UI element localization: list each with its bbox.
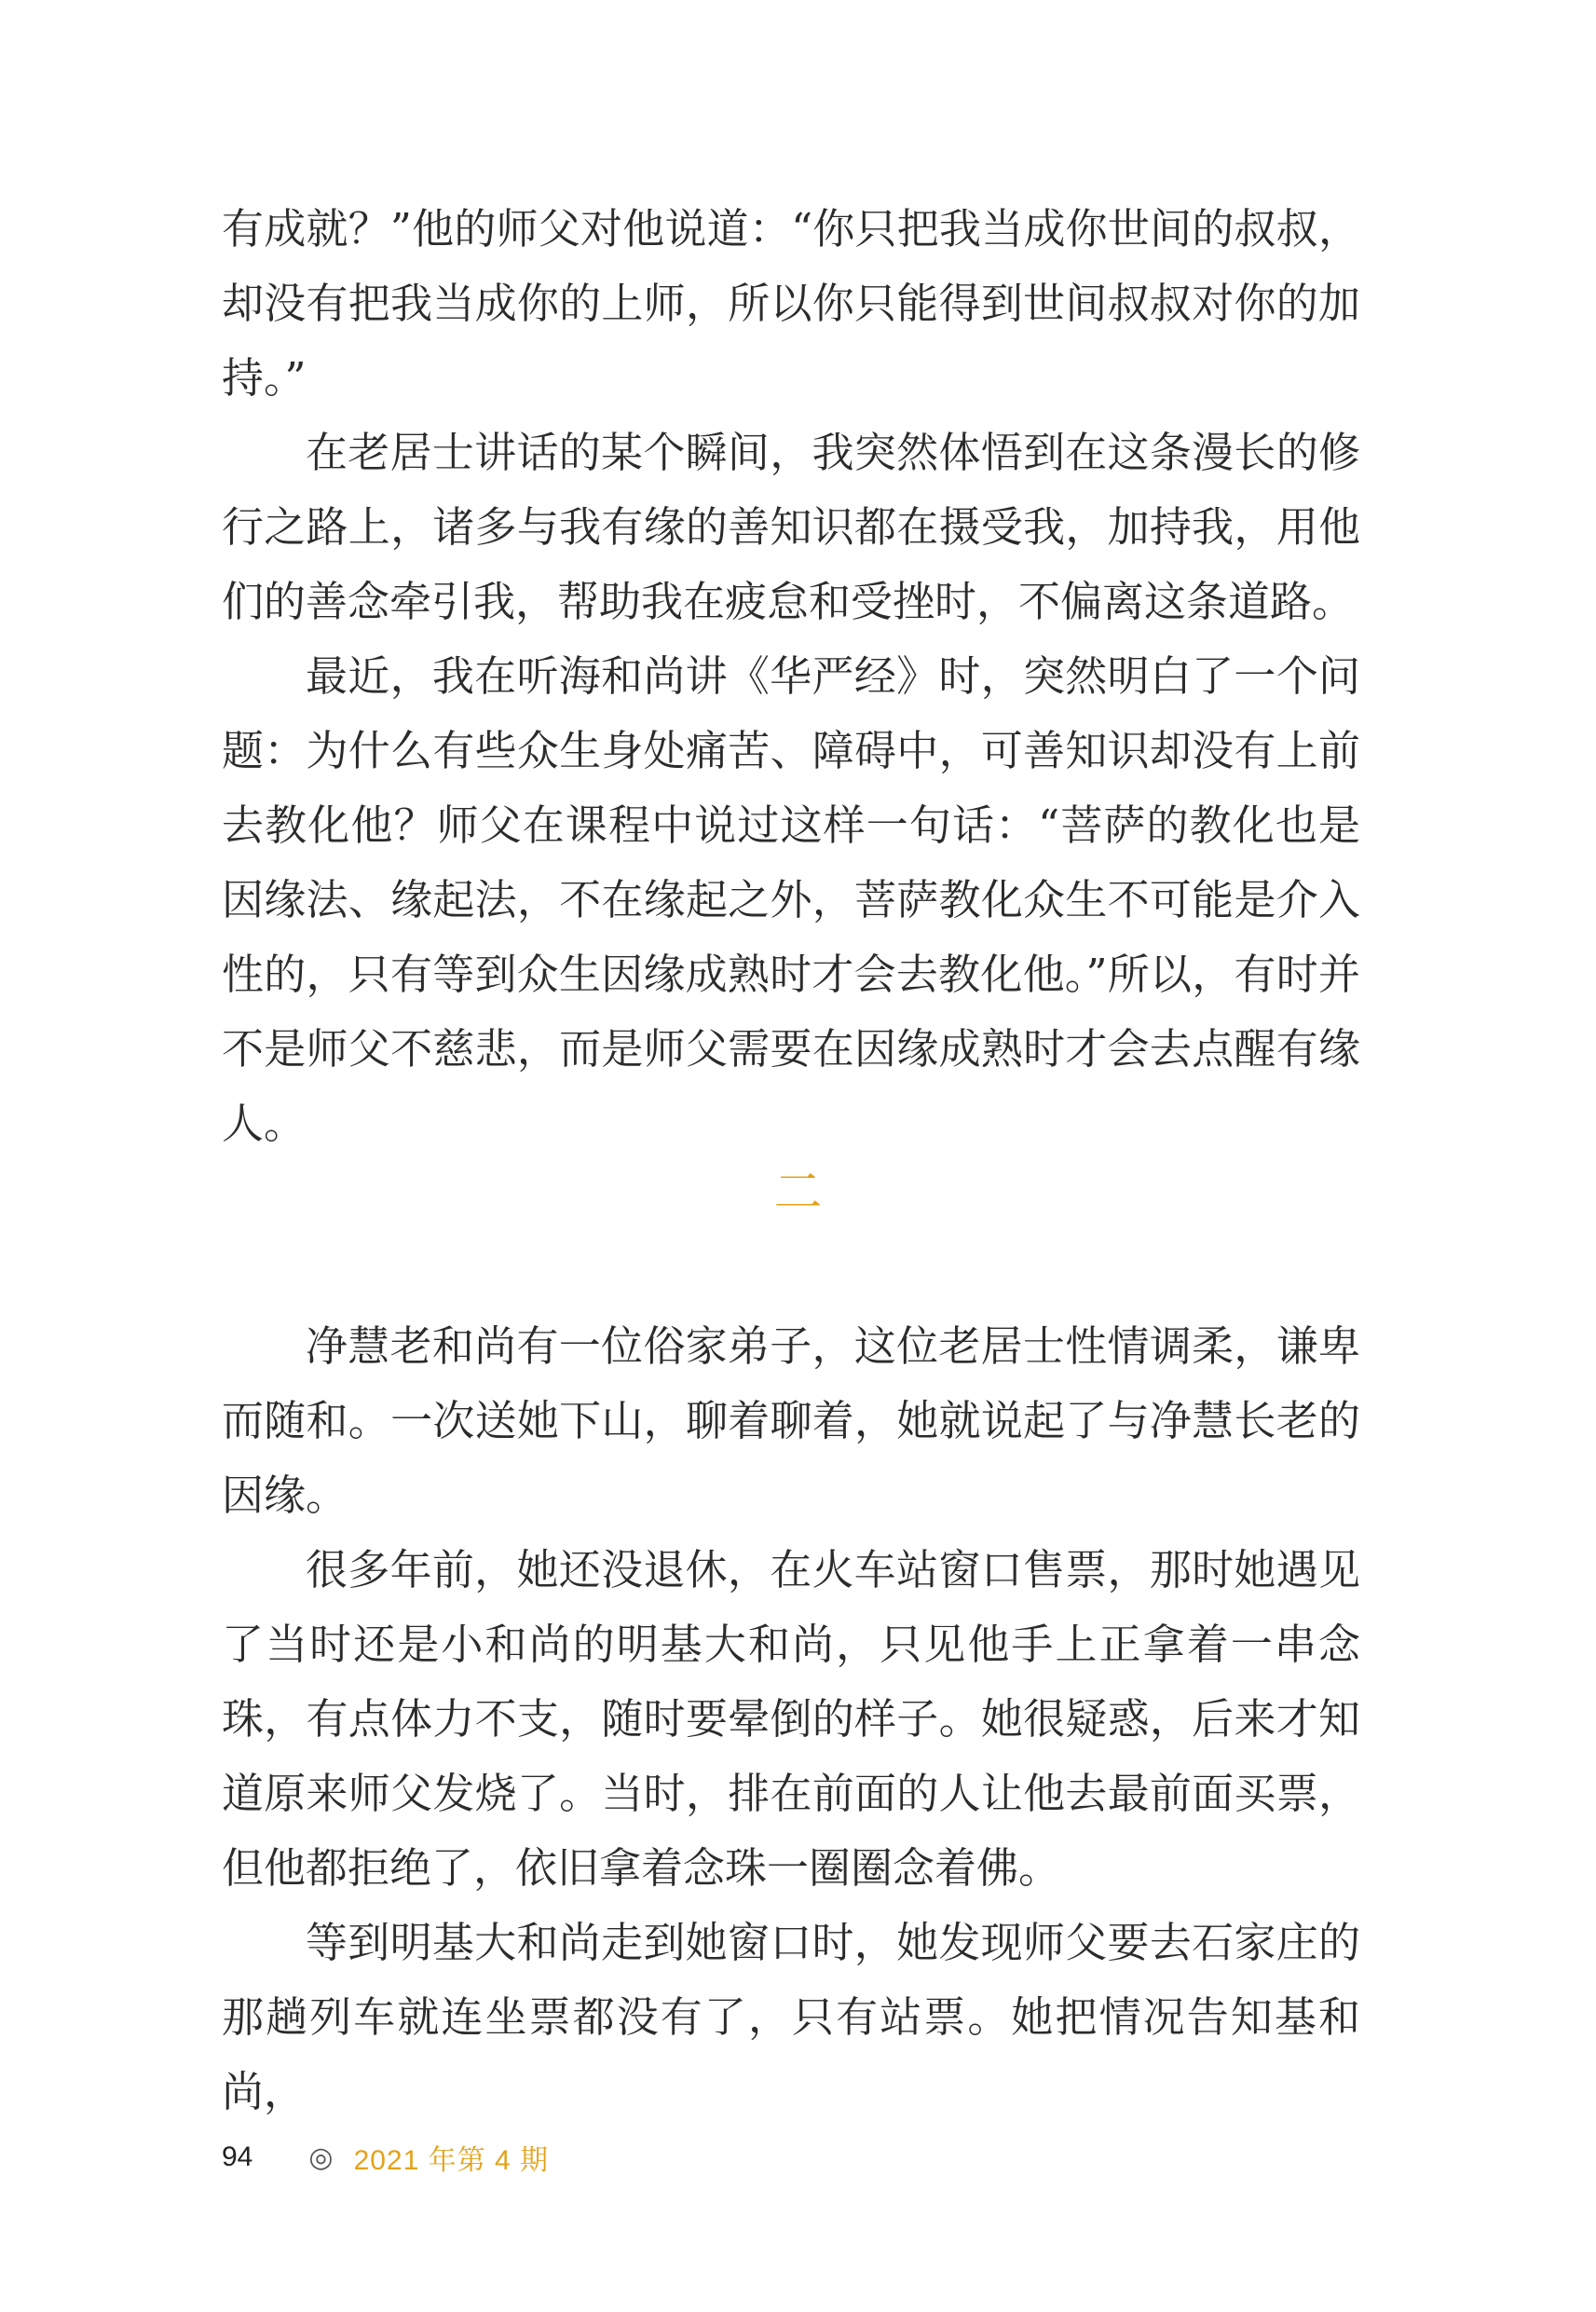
issue-label: 2021 年第 4 期 xyxy=(353,2145,549,2176)
paragraph-5: 很多年前，她还没退休，在火车站窗口售票，那时她遇见了当时还是小和尚的明基大和尚，只见他手上正拿着一串念珠，有点体力不支，随时要晕倒的样子。她很疑惑，后来才知道原来师父发烧了。当时，排在前面的人让他去最前面买票，但他都拒绝了，依旧拿着念珠一圈圈念着佛。 xyxy=(222,1545,1360,1893)
article-text-bottom xyxy=(222,1309,1360,2129)
page-footer xyxy=(222,2134,549,2181)
paragraph-1: 有成就？”他的师父对他说道：“你只把我当成你世间的叔叔，却没有把我当成你的上师，所以你只能得到世间叔叔对你的加持。” xyxy=(222,204,1360,403)
paragraph-2: 在老居士讲话的某个瞬间，我突然体悟到在这条漫长的修行之路上，诸多与我有缘的善知识都在摄受我，加持我，用他们的善念牵引我，帮助我在疲怠和受挫时，不偏离这条道路。 xyxy=(222,428,1360,626)
paragraph-6: 等到明基大和尚走到她窗口时，她发现师父要去石家庄的那趟列车就连坐票都没有了，只有站票。她把情况告知基和尚， xyxy=(222,1918,1360,2116)
paragraph-3: 最近，我在听海和尚讲《华严经》时，突然明白了一个问题：为什么有些众生身处痛苦、障碍中，可善知识却没有上前去教化他？师父在课程中说过这样一句话：“菩萨的教化也是因缘法、缘起法，不在缘起之外，菩萨教化众生不可能是介入性的，只有等到众生因缘成熟时才会去教化他。”所以，有时并不是师父不慈悲，而是师父需要在因缘成熟时才会去点醒有缘人。 xyxy=(222,651,1360,1148)
article-text-top xyxy=(222,192,1360,1161)
paragraph-4: 净慧老和尚有一位俗家弟子，这位老居士性情调柔，谦卑而随和。一次送她下山，聊着聊着，她就说起了与净慧长老的因缘。 xyxy=(222,1321,1360,1520)
circle-mark-icon: ◎ xyxy=(308,2141,334,2173)
page-number: 94 xyxy=(222,2141,253,2172)
section-heading: 二 xyxy=(773,1165,823,1221)
